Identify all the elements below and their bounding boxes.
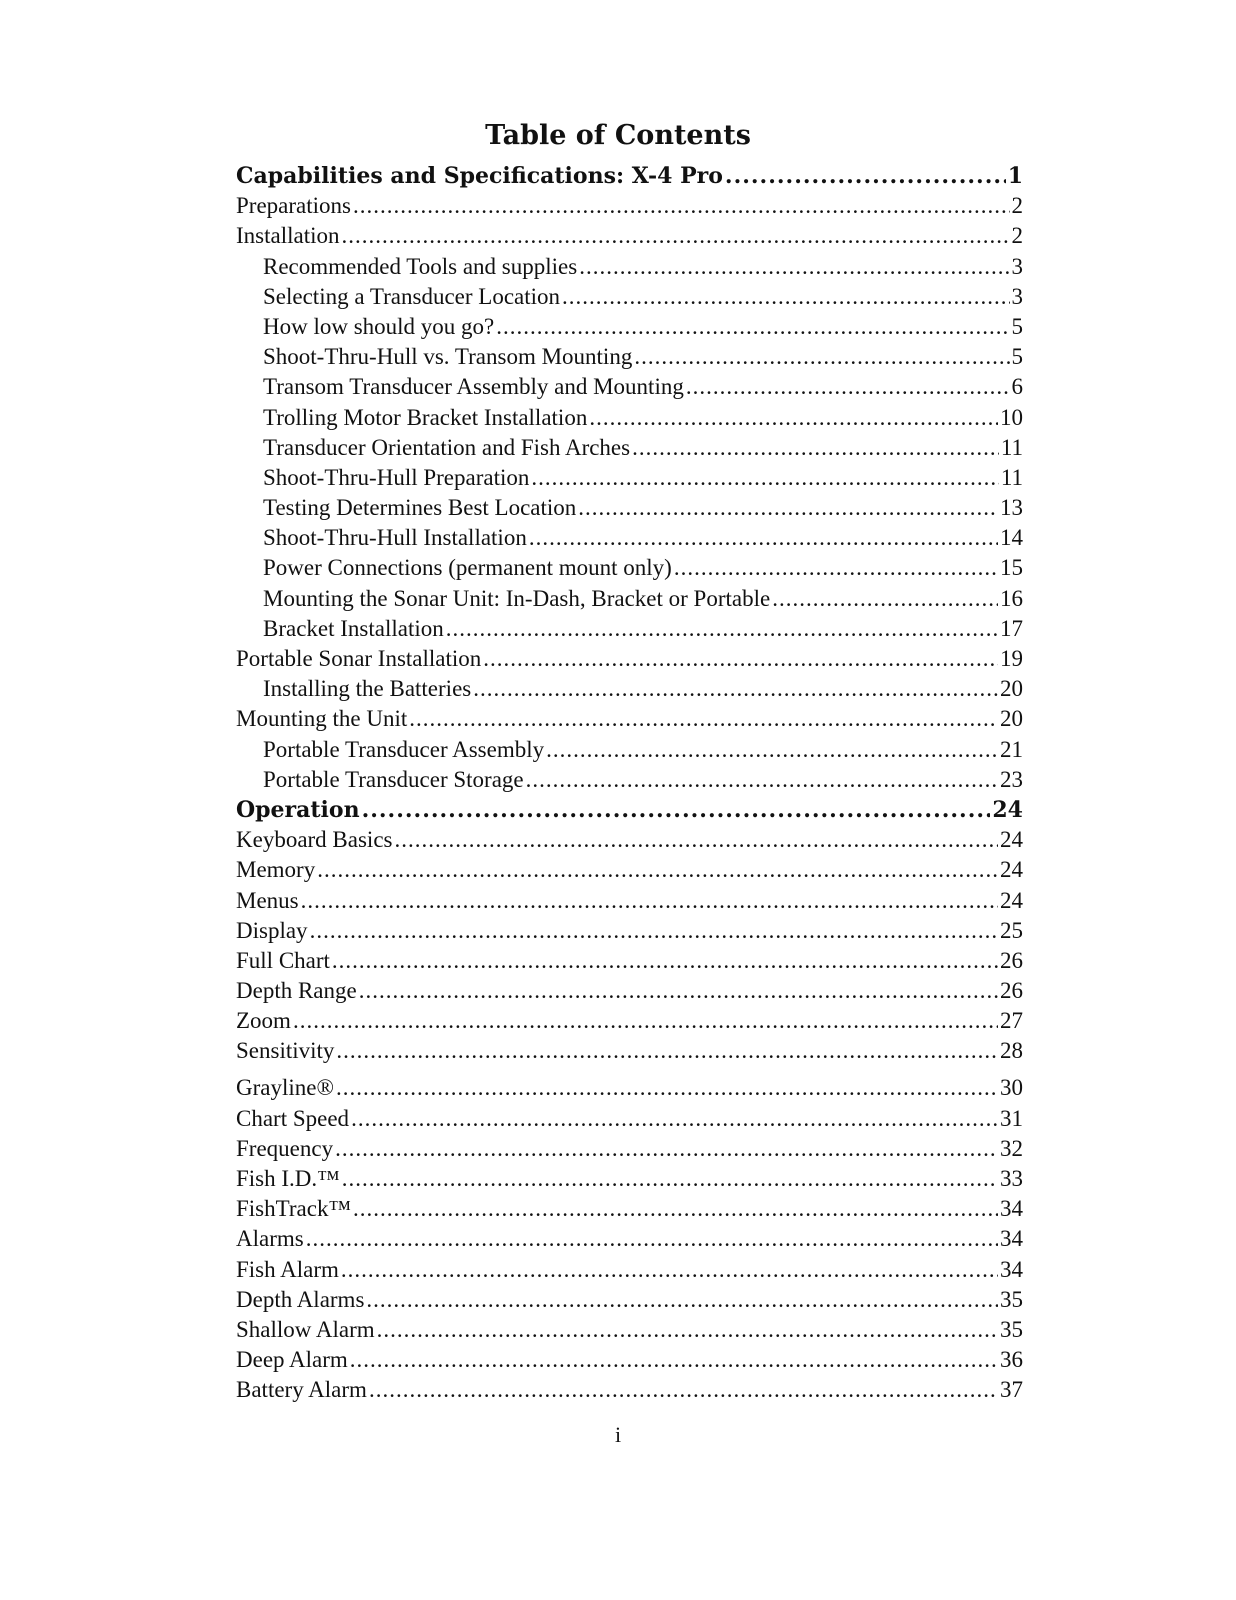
toc-entry-title: Trolling Motor Bracket Installation xyxy=(263,404,588,430)
toc-entry-title: Power Connections (permanent mount only) xyxy=(263,555,672,581)
toc-entry-title: How low should you go? xyxy=(263,313,495,339)
toc-entry[interactable] xyxy=(236,614,1023,644)
toc-entry-page: 36 xyxy=(1000,1347,1023,1373)
dot-leader xyxy=(359,976,998,1006)
toc-entry[interactable] xyxy=(236,1194,1023,1224)
toc-entry-page: 27 xyxy=(1000,1008,1023,1034)
toc-entry-title: Depth Alarms xyxy=(236,1286,365,1312)
toc-entry[interactable] xyxy=(236,704,1023,734)
toc-entry[interactable] xyxy=(236,795,1023,825)
toc-entry[interactable] xyxy=(236,1375,1023,1405)
dot-leader xyxy=(578,493,998,523)
toc-entry-page: 6 xyxy=(1011,374,1023,400)
toc-entry[interactable] xyxy=(236,674,1023,704)
toc-entry[interactable] xyxy=(236,644,1023,674)
toc-entry-page: 31 xyxy=(1000,1105,1023,1131)
toc-entry-page: 5 xyxy=(1011,313,1023,339)
toc-entry-title: Fish Alarm xyxy=(236,1256,339,1282)
toc-entry-page: 30 xyxy=(1000,1074,1023,1100)
toc-entry-title: Display xyxy=(236,917,308,943)
toc-entry-title: Grayline® xyxy=(236,1074,334,1100)
toc-entry-title: Menus xyxy=(236,887,299,913)
toc-entry-title: Shallow Alarm xyxy=(236,1316,375,1342)
dot-leader xyxy=(336,1036,998,1066)
toc-entry[interactable] xyxy=(236,1345,1023,1375)
toc-entry-page: 24 xyxy=(1000,827,1023,853)
toc-entry-title: Portable Transducer Assembly xyxy=(263,736,545,762)
dot-leader xyxy=(526,765,998,795)
toc-entry[interactable] xyxy=(236,735,1023,765)
toc-entry-page: 15 xyxy=(1000,555,1023,581)
dot-leader xyxy=(483,644,998,674)
toc-entry[interactable] xyxy=(236,825,1023,855)
toc-entry-title: Mounting the Sonar Unit: In-Dash, Bracket or Portable xyxy=(263,585,771,611)
toc-entry-page: 1 xyxy=(1007,163,1023,189)
toc-entry-page: 26 xyxy=(1000,947,1023,973)
toc-entry-page: 5 xyxy=(1011,344,1023,370)
toc-entry[interactable] xyxy=(236,855,1023,885)
toc-entry-page: 34 xyxy=(1000,1256,1023,1282)
toc-entry[interactable] xyxy=(236,372,1023,402)
toc-entry[interactable] xyxy=(236,282,1023,312)
dot-leader xyxy=(341,1255,998,1285)
dot-leader xyxy=(317,855,998,885)
toc-entry-page: 24 xyxy=(992,796,1023,823)
toc-entry-page: 24 xyxy=(1000,887,1023,913)
toc-entry-page: 25 xyxy=(1000,917,1023,943)
toc-entry[interactable] xyxy=(236,584,1023,614)
dot-leader xyxy=(336,1067,998,1109)
toc-entry-page: 21 xyxy=(1000,736,1023,762)
toc-entry-title: Depth Range xyxy=(236,978,357,1004)
dot-leader xyxy=(473,674,998,704)
toc-entry-page: 19 xyxy=(1000,646,1023,671)
toc-entry-page: 11 xyxy=(1000,464,1023,490)
toc-entry-page: 16 xyxy=(1000,585,1023,611)
toc-entry-page: 3 xyxy=(1011,253,1023,279)
toc-entry[interactable] xyxy=(236,403,1023,433)
dot-leader xyxy=(632,433,999,463)
toc-entry-title: Portable Sonar Installation xyxy=(236,646,482,671)
toc-entry[interactable] xyxy=(236,161,1023,191)
dot-leader xyxy=(446,614,998,644)
toc-entry[interactable] xyxy=(236,1255,1023,1285)
dot-leader xyxy=(310,916,998,946)
dot-leader xyxy=(674,553,998,583)
toc-entry[interactable] xyxy=(236,523,1023,553)
table-of-contents xyxy=(236,161,1023,1406)
toc-entry-title: Fish I.D.™ xyxy=(236,1166,340,1191)
toc-entry-title: Memory xyxy=(236,857,316,883)
toc-entry-title: Bracket Installation xyxy=(263,615,444,641)
dot-leader xyxy=(332,946,998,976)
toc-entry[interactable] xyxy=(236,553,1023,583)
dot-leader xyxy=(725,161,1006,191)
toc-entry-title: Full Chart xyxy=(236,947,330,973)
toc-entry[interactable] xyxy=(236,1104,1023,1134)
toc-entry[interactable] xyxy=(236,765,1023,795)
dot-leader xyxy=(377,1315,998,1345)
page-number: i xyxy=(614,1422,622,1447)
dot-leader xyxy=(301,886,998,916)
toc-entry-title: Portable Transducer Storage xyxy=(263,766,524,792)
toc-entry-page: 3 xyxy=(1011,283,1023,309)
toc-entry[interactable] xyxy=(236,1285,1023,1315)
dot-leader xyxy=(351,1104,998,1134)
dot-leader xyxy=(350,1345,998,1375)
dot-leader xyxy=(335,1134,998,1164)
toc-entry[interactable] xyxy=(236,312,1023,342)
toc-entry[interactable] xyxy=(236,252,1023,282)
toc-entry[interactable] xyxy=(236,1315,1023,1345)
toc-entry-page: 2 xyxy=(1011,193,1023,219)
toc-entry-page: 20 xyxy=(1000,676,1023,702)
toc-entry[interactable] xyxy=(236,463,1023,493)
toc-entry-page: 17 xyxy=(1000,615,1023,641)
dot-leader xyxy=(546,735,998,765)
toc-entry-title: Deep Alarm xyxy=(236,1347,348,1373)
toc-entry[interactable] xyxy=(236,342,1023,372)
toc-entry-page: 26 xyxy=(1000,978,1023,1004)
toc-entry-title: FishTrack™ xyxy=(236,1196,351,1222)
dot-leader xyxy=(562,282,1009,312)
toc-entry[interactable] xyxy=(236,1224,1023,1254)
toc-entry-title: Capabilities and Specifications: X-4 Pro xyxy=(236,163,723,189)
toc-entry-page: 24 xyxy=(1000,857,1023,883)
toc-entry-page: 34 xyxy=(1000,1196,1023,1222)
toc-entry[interactable] xyxy=(236,221,1023,251)
toc-entry-title: Preparations xyxy=(236,193,351,219)
toc-entry-page: 33 xyxy=(1000,1166,1023,1191)
toc-entry-title: Installing the Batteries xyxy=(263,676,472,702)
dot-leader xyxy=(579,252,1009,282)
toc-entry-title: Zoom xyxy=(236,1008,291,1034)
toc-entry[interactable] xyxy=(236,1134,1023,1164)
dot-leader xyxy=(293,1006,998,1036)
toc-entry[interactable] xyxy=(236,433,1023,463)
toc-entry-title: Shoot-Thru-Hull Preparation xyxy=(263,464,530,490)
toc-entry[interactable] xyxy=(236,493,1023,523)
toc-entry-page: 28 xyxy=(1000,1038,1023,1064)
toc-entry[interactable] xyxy=(236,1067,1023,1104)
toc-entry[interactable] xyxy=(236,946,1023,976)
toc-entry-title: Sensitivity xyxy=(236,1038,335,1064)
toc-entry-title: Chart Speed xyxy=(236,1105,350,1131)
toc-entry-title: Alarms xyxy=(236,1226,304,1252)
toc-entry-title: Shoot-Thru-Hull Installation xyxy=(263,525,527,551)
dot-leader xyxy=(353,191,1010,221)
dot-leader xyxy=(529,523,998,553)
toc-entry-title: Operation xyxy=(236,796,360,823)
toc-entry-title: Shoot-Thru-Hull vs. Transom Mounting xyxy=(263,344,633,370)
dot-leader xyxy=(353,1194,998,1224)
toc-entry-page: 14 xyxy=(1000,525,1023,551)
dot-leader xyxy=(341,221,1009,251)
toc-entry-title: Mounting the Unit xyxy=(236,706,408,732)
dot-leader xyxy=(772,584,998,614)
toc-entry-page: 34 xyxy=(1000,1226,1023,1252)
dot-leader xyxy=(369,1375,998,1405)
toc-entry[interactable] xyxy=(236,976,1023,1006)
toc-entry-title: Transom Transducer Assembly and Mounting xyxy=(263,374,684,400)
toc-entry-page: 35 xyxy=(1000,1286,1023,1312)
toc-entry-title: Selecting a Transducer Location xyxy=(263,283,561,309)
toc-entry-page: 37 xyxy=(1000,1377,1023,1403)
dot-leader xyxy=(395,825,999,855)
page-title: Table of Contents xyxy=(485,120,751,151)
toc-entry-page: 23 xyxy=(1000,766,1023,792)
dot-leader xyxy=(342,1164,998,1194)
toc-entry[interactable] xyxy=(236,1006,1023,1036)
toc-entry[interactable] xyxy=(236,916,1023,946)
dot-leader xyxy=(362,795,991,825)
toc-entry-title: Frequency xyxy=(236,1135,334,1161)
toc-entry-title: Keyboard Basics xyxy=(236,827,393,853)
toc-entry-title: Testing Determines Best Location xyxy=(263,495,577,521)
dot-leader xyxy=(686,372,1010,402)
toc-entry-page: 11 xyxy=(1000,434,1023,460)
dot-leader xyxy=(496,312,1009,342)
dot-leader xyxy=(409,704,998,734)
toc-entry[interactable] xyxy=(236,1164,1023,1194)
toc-entry-title: Installation xyxy=(236,223,340,249)
toc-entry-title: Transducer Orientation and Fish Arches xyxy=(263,434,631,460)
dot-leader xyxy=(634,342,1009,372)
toc-entry-page: 2 xyxy=(1011,223,1023,249)
toc-entry[interactable] xyxy=(236,886,1023,916)
dot-leader xyxy=(366,1285,998,1315)
toc-entry-page: 10 xyxy=(1000,404,1023,430)
dot-leader xyxy=(589,403,998,433)
toc-entry-title: Recommended Tools and supplies xyxy=(263,253,578,279)
toc-entry-title: Battery Alarm xyxy=(236,1377,367,1403)
toc-entry-page: 35 xyxy=(1000,1316,1023,1342)
toc-entry-page: 20 xyxy=(1000,706,1023,732)
toc-entry[interactable] xyxy=(236,1036,1023,1066)
dot-leader xyxy=(531,463,998,493)
toc-entry-page: 32 xyxy=(1000,1135,1023,1161)
toc-entry-page: 13 xyxy=(1000,495,1023,521)
dot-leader xyxy=(306,1224,998,1254)
toc-entry[interactable] xyxy=(236,191,1023,221)
